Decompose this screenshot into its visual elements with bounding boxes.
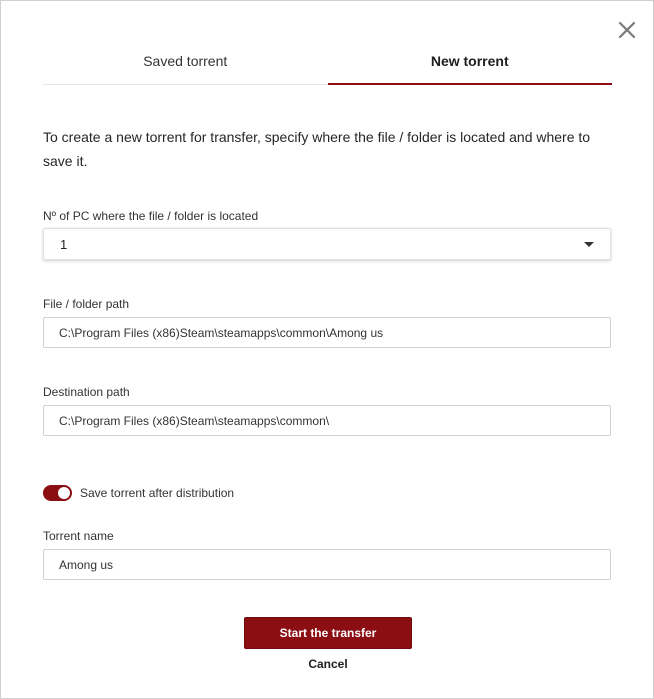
tab-saved-torrent[interactable]: Saved torrent	[43, 41, 328, 85]
close-button[interactable]	[615, 18, 639, 42]
file-path-label: File / folder path	[43, 297, 130, 311]
file-path-input[interactable]	[43, 317, 611, 348]
pc-select-label: Nº of PC where the file / folder is located	[43, 209, 259, 223]
tab-bar	[43, 41, 612, 85]
save-torrent-toggle-label: Save torrent after distribution	[80, 486, 235, 500]
destination-path-input[interactable]	[43, 405, 611, 436]
toggle-knob	[58, 487, 70, 499]
pc-number-select[interactable]	[43, 228, 611, 260]
torrent-name-input[interactable]	[43, 549, 611, 580]
pc-select-value: 1	[60, 237, 68, 252]
torrent-name-label: Torrent name	[43, 529, 114, 543]
chevron-down-icon	[584, 242, 594, 247]
tab-new-torrent[interactable]: New torrent	[328, 41, 613, 85]
close-icon	[615, 18, 639, 42]
intro-text: To create a new torrent for transfer, specify where the file / folder is located and where to save it.	[43, 129, 591, 169]
save-torrent-toggle[interactable]	[43, 485, 72, 501]
start-transfer-button[interactable]: Start the transfer	[244, 617, 412, 649]
cancel-button[interactable]: Cancel	[308, 657, 348, 671]
save-torrent-toggle-row	[43, 484, 234, 502]
destination-path-label: Destination path	[43, 385, 130, 399]
